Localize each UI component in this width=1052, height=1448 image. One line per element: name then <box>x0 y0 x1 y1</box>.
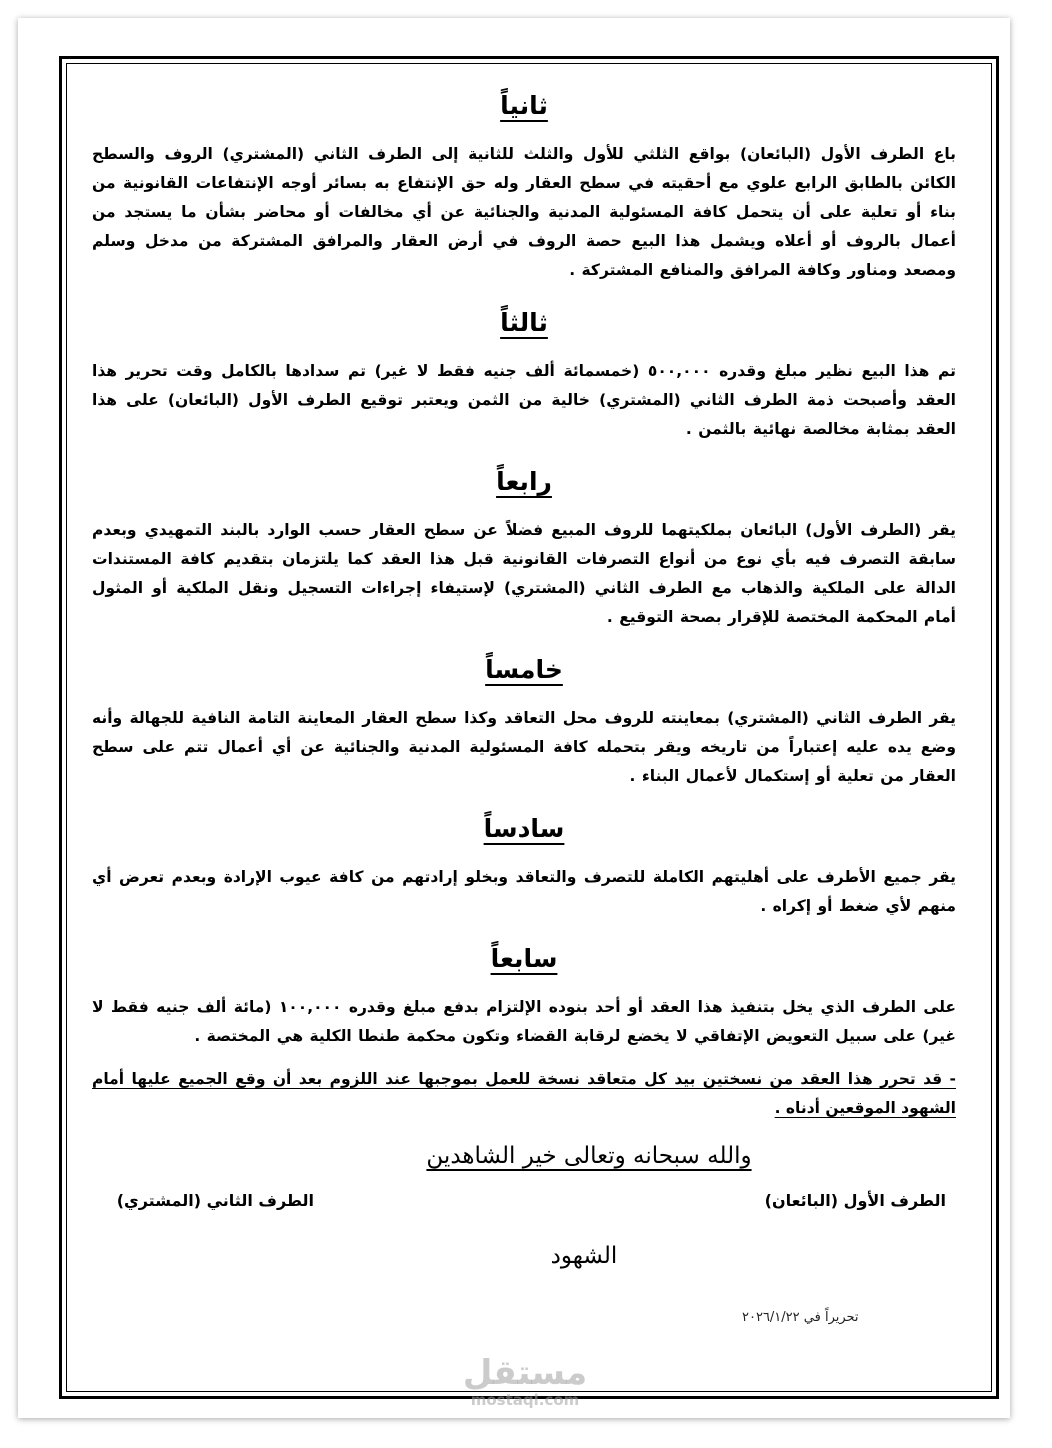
section-text: باع الطرف الأول (البائعان) بواقع الثلثي للأول والثلث للثانية إلى الطرف الثاني (المشتري) الروف والسطح الكائن بالطابق الرابع علوي مع أحقيته في سطح العقار وله حق الإنتفاع به بسائر أوجه الإنتفاعات القانونية من بناء أو تعلية على أن يتحمل كافة المسئولية المدنية والجنائية عن أي مخالفات أو محاضر بشأن ما يستجد من أعمال بالروف أو أعلاه ويشمل هذا البيع حصة الروف في أرض العقار والمرافق المشتركة من مدخل وسلم ومصعد ومناور وكافة المرافق والمنافع المشتركة . <box>92 145 956 279</box>
section-heading: رابعاً <box>496 467 552 496</box>
section-text: يقر الطرف الثاني (المشتري) بمعاينته للروف محل التعاقد وكذا سطح العقار المعاينة التامة النافية للجهالة وأنه وضع يده عليه إعتباراً من تاريخه ويقر بتحمله كافة المسئولية المدنية والجنائية عن أي أعمال تتم على سطح العقار من تعلية أو إستكمال لأعمال البناء . <box>92 709 956 785</box>
section-fourth <box>92 466 956 632</box>
section-text: يقر جميع الأطرف على أهليتهم الكاملة للتصرف والتعاقد وبخلو إرادتهم من كافة عيوب الإرادة وبعدم تعرض أي منهم لأي ضغط أو إكراه . <box>92 868 956 915</box>
witnesses-heading: الشهود <box>550 1243 618 1269</box>
section-heading: خامساً <box>485 655 563 684</box>
party-first-label: الطرف الأول (البائعان) <box>764 1191 946 1210</box>
blessing-line: والله سبحانه وتعالى خير الشاهدين <box>426 1143 752 1169</box>
section-text: على الطرف الذي يخل بتنفيذ هذا العقد أو أحد بنوده الإلتزام بدفع مبلغ وقدره ١٠٠,٠٠٠ (مائة ألف جنيه فقط لا غير) على سبيل التعويض الإتفاقي لا يخضع لرقابة القضاء وتكون محكمة طنطا الكلية هي المختصة . <box>92 998 956 1045</box>
section-third <box>92 307 956 444</box>
section-heading: ثالثاً <box>500 308 548 337</box>
section-text: يقر (الطرف الأول) البائعان بملكيتهما للروف المبيع فضلاً عن سطح العقار حسب الوارد بالبند التمهيدي وبعدم سابقة التصرف فيه بأي نوع من أنواع التصرفات القانونية قبل هذا العقد كما يلتزمان بتقديم كافة المستندات الدالة على الملكية والذهاب مع الطرف الثاني (المشتري) لإستيفاء إجراءات التسجيل ونقل الملكية أو المثول أمام المحكمة المختصة للإقرار بصحة التوقيع . <box>92 521 956 626</box>
closing-clause: - قد تحرر هذا العقد من نسختين بيد كل متعاقد نسخة للعمل بموجبها عند اللزوم بعد أن وقع الجميع عليها أمام الشهود الموقعين أدناه . <box>92 1070 956 1117</box>
watermark-url: mostaql.com <box>470 1391 580 1409</box>
watermark-logo: مستقل <box>462 1353 588 1393</box>
date-line: تحريراً في ٢٠٢٦/١/٢٢ <box>742 1310 859 1325</box>
section-heading: سابعاً <box>490 944 558 973</box>
section-sixth <box>92 813 956 921</box>
section-seventh <box>92 943 956 1051</box>
section-second <box>92 90 956 285</box>
party-second-label: الطرف الثاني (المشتري) <box>116 1191 314 1210</box>
section-heading: سادساً <box>483 814 565 843</box>
mostaql-watermark <box>455 1355 595 1409</box>
section-heading: ثانياً <box>500 91 548 120</box>
signature-parties <box>92 1185 956 1225</box>
section-fifth <box>92 654 956 791</box>
contract-body <box>92 90 956 1269</box>
section-text: تم هذا البيع نظير مبلغ وقدره ٥٠٠,٠٠٠ (خمسمائة ألف جنيه فقط لا غير) تم سدادها بالكامل وقت تحرير هذا العقد وأصبحت ذمة الطرف الثاني (المشتري) خالية من الثمن ويعتبر توقيع الطرف الأول (البائعان) على هذا العقد بمثابة مخالصة نهائية بالثمن . <box>92 362 956 438</box>
